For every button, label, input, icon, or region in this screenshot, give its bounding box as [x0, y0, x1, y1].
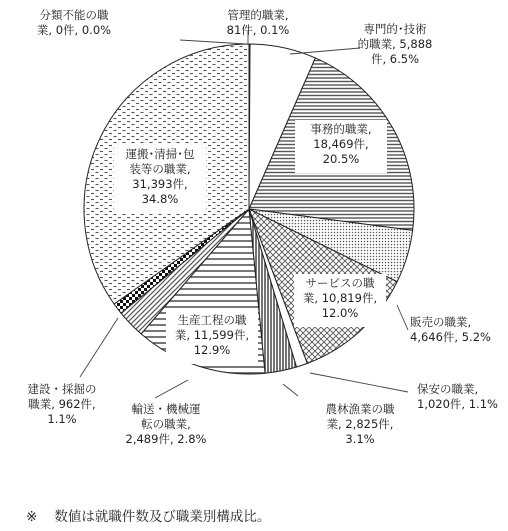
- slice-label-line: 81件, 0.1%: [226, 23, 290, 37]
- slice-label-line: 業, 11,599件,: [174, 328, 250, 342]
- leader-line: [180, 40, 246, 44]
- footnote-text: 数値は就職件数及び職業別構成比。: [54, 509, 271, 525]
- slice-label-line: 2,489件, 2.8%: [125, 432, 207, 446]
- slice-label-line: 販売の職業,: [410, 315, 472, 329]
- slice-label-line: 転の職業,: [141, 417, 191, 431]
- slice-label-line: 分類不能の職: [39, 8, 109, 22]
- slice-label-line: 4,646件, 5.2%: [410, 330, 491, 344]
- slice-label-line: 20.5%: [322, 152, 360, 166]
- slice-label-line: 生産工程の職: [177, 313, 247, 327]
- slice-label-line: 的職業, 5,888: [357, 37, 433, 51]
- slice-label-line: 1,020件, 1.1%: [417, 397, 498, 411]
- slice-label-line: 輸送・機械運: [131, 402, 201, 416]
- slice-label-line: 事務的職業,: [310, 122, 372, 136]
- slice-label-line: 保安の職業,: [417, 382, 479, 396]
- slice-label-line: 12.0%: [321, 306, 359, 320]
- slice-label-line: 業, 0件, 0.0%: [36, 23, 112, 37]
- slice-label-line: 職業, 962件,: [28, 397, 96, 411]
- slice-label-line: 管理的職業,: [227, 8, 289, 22]
- slice-label-line: 建設・採掘の: [27, 382, 97, 396]
- slice-label-line: 12.9%: [193, 343, 231, 357]
- leader-line: [155, 380, 188, 398]
- slice-label-line: 専門的･技術: [363, 22, 427, 36]
- slice-label-line: 1.1%: [47, 412, 77, 426]
- leader-line: [310, 373, 408, 392]
- slice-label-line: 農林漁業の職: [325, 402, 395, 416]
- slice-label-line: 件, 6.5%: [370, 52, 420, 66]
- footnote: [26, 505, 270, 525]
- slice-label-line: 31,393件,: [132, 177, 188, 191]
- slice-label-line: 3.1%: [345, 432, 375, 446]
- slice-label-line: 業, 2,825件,: [326, 417, 394, 431]
- footnote-mark: ※: [26, 509, 38, 525]
- slice-label-line: サービスの職: [305, 276, 375, 290]
- slice-label-line: 34.8%: [141, 192, 179, 206]
- leader-line: [397, 305, 408, 330]
- slice-label-line: 運搬･清掃･包: [125, 147, 195, 161]
- slice-label-line: 業, 10,819件,: [302, 291, 378, 305]
- slice-label-line: 18,469件,: [313, 137, 369, 151]
- leader-line: [80, 318, 118, 377]
- leader-line: [290, 48, 360, 54]
- slice-label-line: 装等の職業,: [129, 162, 191, 176]
- leader-line: [283, 384, 298, 396]
